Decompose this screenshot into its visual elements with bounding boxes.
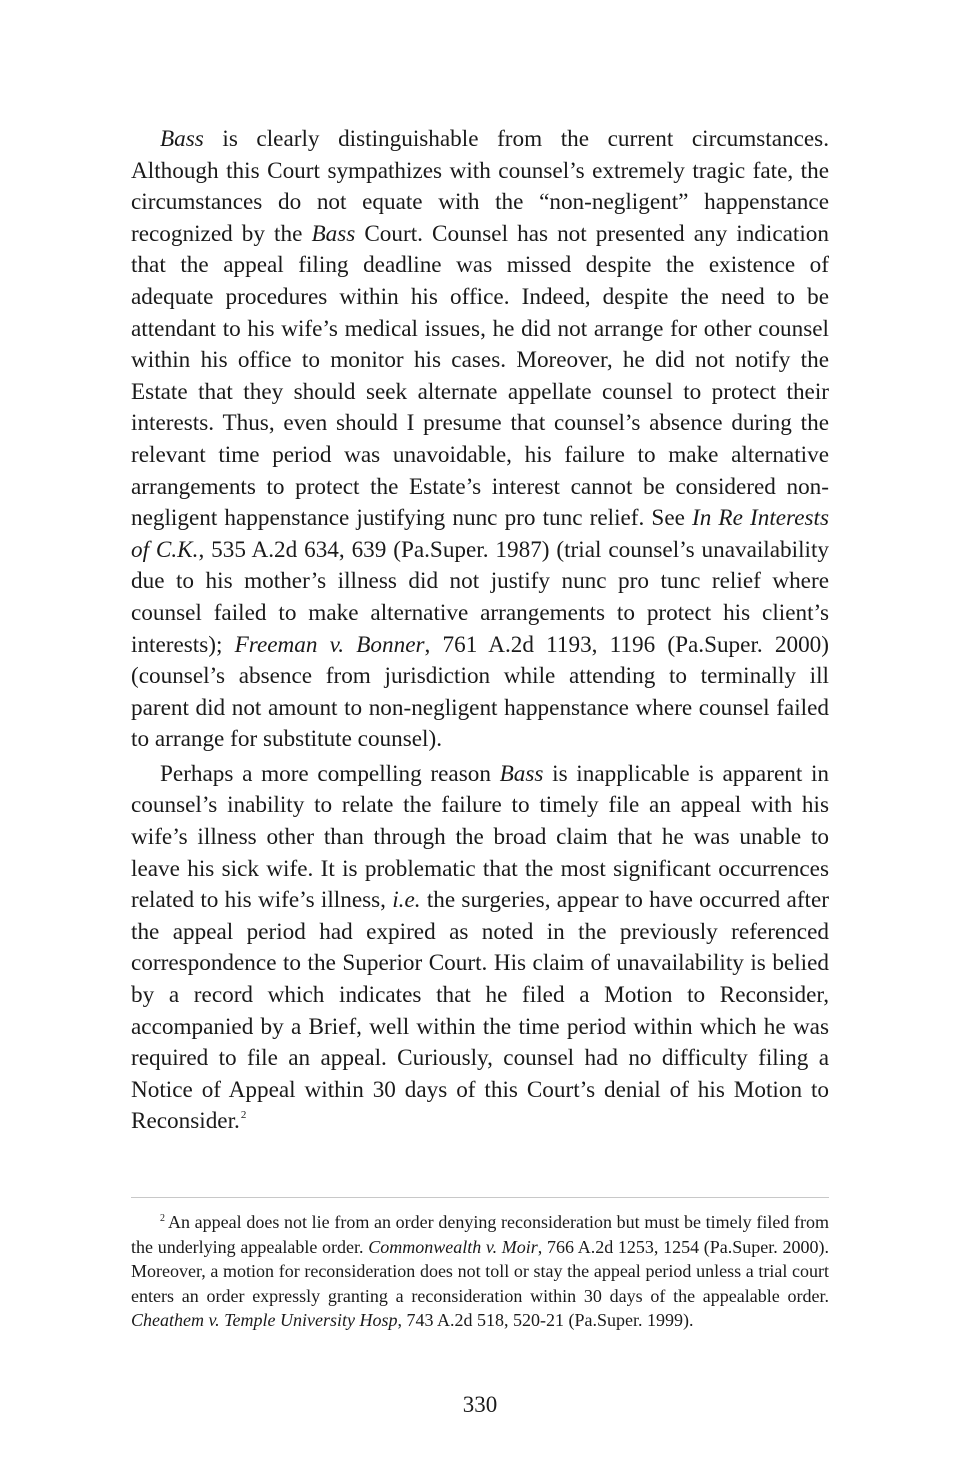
footnote-divider xyxy=(131,1197,829,1198)
citation-italic: Cheathem v. Temple University Hosp xyxy=(131,1310,398,1331)
footnote-marker: 2 xyxy=(240,1109,247,1122)
citation-italic: Freeman v. Bonner xyxy=(234,631,425,658)
page-number: 330 xyxy=(462,1392,498,1417)
footnote-marker: 2 xyxy=(160,1213,165,1224)
citation-italic: Bass xyxy=(499,760,544,787)
citation-italic: Bass xyxy=(160,126,204,152)
citation-italic: In Re Interests of C.K. xyxy=(131,505,829,563)
citation-italic: Bass xyxy=(311,220,356,247)
citation-italic: i.e. xyxy=(392,887,421,914)
opinion-text xyxy=(131,124,829,1138)
paragraph: Bass is clearly distinguishable from the current circumstances. Although this Court sympathizes with counsel’s extremely tragic fate, the circumstances do not equate with the “non-negligent” happenstance recognized by the Bass Court. Counsel has not presented any indication that the appeal filing deadline was missed despite the existence of adequate procedures within his office. Indeed, despite the need to be attendant to his wife’s medical issues, he did not arrange for other counsel within his office to monitor his cases. Moreover, he did not notify the Estate that they should seek alternate appellate counsel to protect their interests. Thus, even should I presume that counsel’s absence during the relevant time period was unavoidable, his failure to make alternative arrangements to protect the Estate’s interest cannot be considered non-negligent happenstance justifying nunc pro tunc relief. See In Re Interests of C.K., 535 A.2d 634, 639 (Pa.Super. 1987) (trial counsel’s unavailability due to his mother’s illness did not justify nunc pro tunc relief where counsel failed to make alternative arrangements to protect his client’s interests); Freeman v. Bonner, 761 A.2d 1193, 1196 (Pa.Super. 2000) (counsel’s absence from jurisdiction while attending to terminally ill parent did not amount to non-negligent happenstance where counsel failed to arrange for substitute counsel). xyxy=(131,126,829,753)
footnote-2: $^2$ An appeal does not lie from an order denying reconsideration but must be timely filed from the underlying appealable order. Commonwealth v. Moir, 766 A.2d 1253, 1254 (Pa.Super. 2000). Moreover, a motion for reconsideration does not toll or stay the appeal period unless a trial court enters an order expressly granting a reconsideration within 30 days of the appealable order. Cheathem v. Temple University Hosp, 743 A.2d 518, 520-21 (Pa.Super. 1999). xyxy=(131,1212,829,1331)
citation-italic: Commonwealth v. Moir xyxy=(368,1236,538,1257)
paragraph: Perhaps a more compelling reason Bass is inapplicable is apparent in counsel’s inability to relate the failure to timely file an appeal with his wife’s illness other than through the broad claim that he was unable to leave his sick wife. It is problematic that the most significant occurrences related to his wife’s illness, i.e. the surgeries, appear to have occurred after the appeal period had expired as noted in the previously referenced correspondence to the Superior Court. His claim of unavailability is belied by a record which indicates that he filed a Motion to Reconsider, accompanied by a Brief, well within the time period within which he was required to file an appeal. Curiously, counsel had no difficulty filing a Notice of Appeal within 30 days of this Court’s denial of his Motion to Reconsider.$^2$ xyxy=(131,760,829,1135)
page-body xyxy=(131,124,829,1138)
